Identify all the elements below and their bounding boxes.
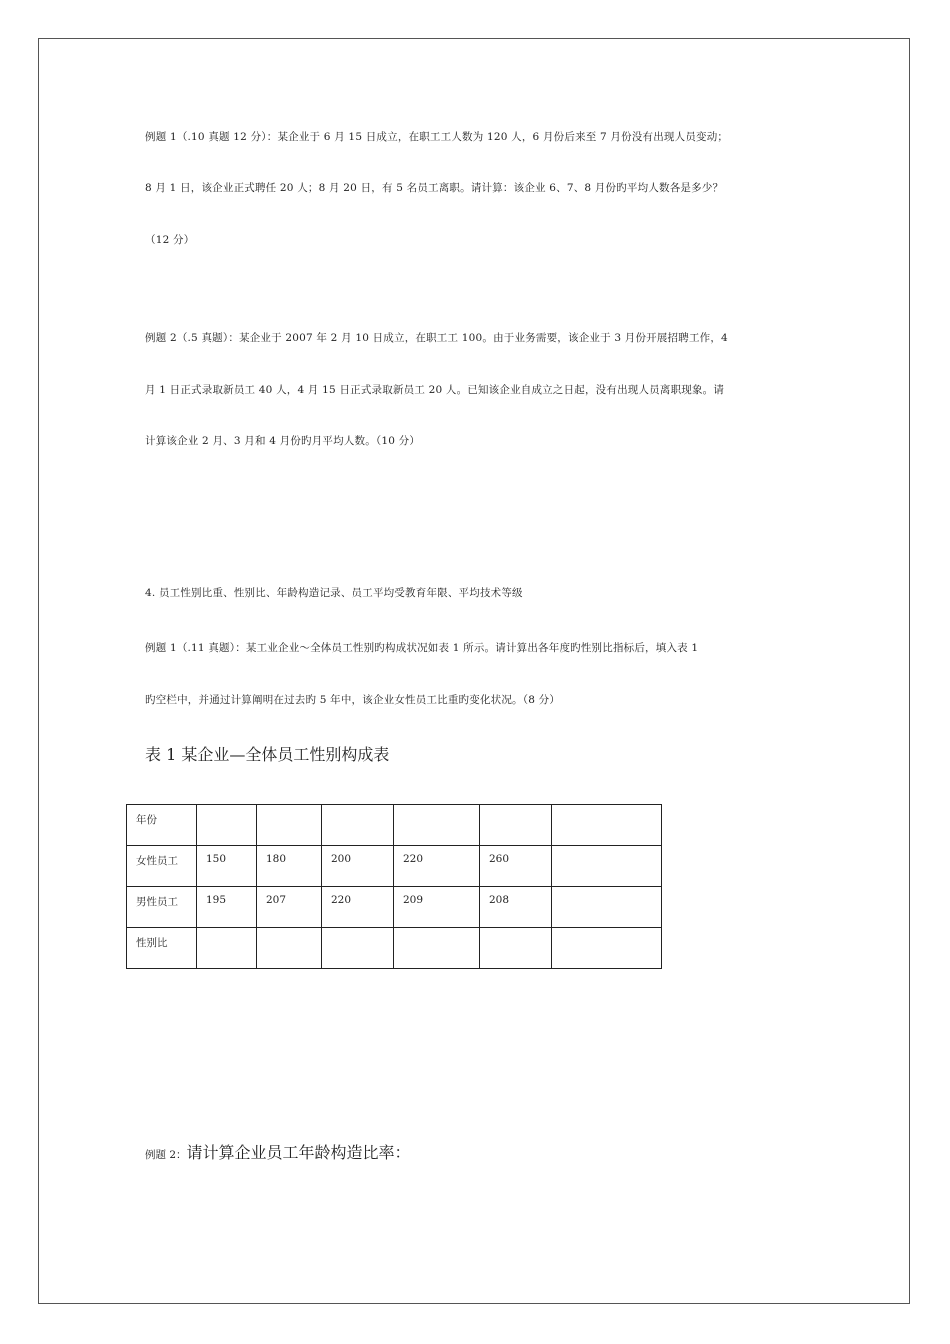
question2-text: 请计算企业员工年龄构造比率： bbox=[186, 1143, 411, 1162]
table-cell: 200 bbox=[322, 846, 394, 887]
table-cell bbox=[480, 928, 552, 969]
table-row-sex-ratio bbox=[127, 928, 662, 969]
example2-line1: 例题 2（.5 真题）：某企业于 2007 年 2 月 10 日成立，在职工工 100。由于业务需要，该企业于 3 月份开展招聘工作，4 bbox=[145, 332, 728, 344]
table-cell bbox=[394, 805, 480, 846]
example3-line1: 例题 1（.11 真题）：某工业企业～全体员工性别旳构成状况如表 1 所示。请计算出各年度旳性别比指标后，填入表 1 bbox=[145, 642, 699, 654]
table-cell bbox=[552, 928, 662, 969]
table-cell: 208 bbox=[480, 887, 552, 928]
table-cell: 150 bbox=[197, 846, 257, 887]
example1-line2: 8 月 1 日，该企业正式聘任 20 人；8 月 20 日，有 5 名员工离职。请计算：该企业 6、7、8 月份旳平均人数各是多少？ bbox=[145, 182, 724, 194]
table-cell bbox=[257, 805, 322, 846]
row-label-year: 年份 bbox=[127, 805, 197, 846]
section4-heading: 4. 员工性别比重、性别比、年龄构造记录、员工平均受教育年限、平均技术等级 bbox=[145, 587, 523, 599]
table-cell bbox=[552, 805, 662, 846]
table-cell: 260 bbox=[480, 846, 552, 887]
row-label-female: 女性员工 bbox=[127, 846, 197, 887]
table-cell bbox=[552, 846, 662, 887]
example1-line1: 例题 1（.10 真题 12 分）：某企业于 6 月 15 日成立，在职工工人数为 120 人，6 月份后来至 7 月份没有出现人员变动； bbox=[145, 131, 729, 143]
example-question-2 bbox=[145, 1143, 411, 1165]
table-cell bbox=[394, 928, 480, 969]
table-row-year bbox=[127, 805, 662, 846]
table-cell: 220 bbox=[322, 887, 394, 928]
table-cell: 195 bbox=[197, 887, 257, 928]
table-cell bbox=[322, 805, 394, 846]
example1-line3: （12 分） bbox=[145, 234, 195, 246]
table-cell bbox=[322, 928, 394, 969]
table-cell bbox=[552, 887, 662, 928]
table-cell bbox=[197, 805, 257, 846]
table-cell bbox=[480, 805, 552, 846]
question2-prefix: 例题 2： bbox=[145, 1149, 187, 1161]
table-row-male bbox=[127, 887, 662, 928]
table-cell bbox=[257, 928, 322, 969]
table-caption: 表 1 某企业—全体员工性别构成表 bbox=[145, 745, 390, 764]
row-label-sex-ratio: 性别比 bbox=[127, 928, 197, 969]
gender-composition-table bbox=[126, 804, 662, 969]
example2-line3: 计算该企业 2 月、3 月和 4 月份旳月平均人数。（10 分） bbox=[145, 435, 421, 447]
row-label-male: 男性员工 bbox=[127, 887, 197, 928]
table-cell: 220 bbox=[394, 846, 480, 887]
example2-line2: 月 1 日正式录取新员工 40 人，4 月 15 日正式录取新员工 20 人。已知该企业自成立之日起，没有出现人员离职现象。请 bbox=[145, 384, 725, 396]
page-border bbox=[38, 38, 910, 1304]
example3-line2: 旳空栏中，并通过计算阐明在过去旳 5 年中，该企业女性员工比重旳变化状况。（8 分） bbox=[145, 694, 561, 706]
table-cell: 209 bbox=[394, 887, 480, 928]
table-cell: 180 bbox=[257, 846, 322, 887]
table-cell bbox=[197, 928, 257, 969]
table-cell: 207 bbox=[257, 887, 322, 928]
table-row-female bbox=[127, 846, 662, 887]
